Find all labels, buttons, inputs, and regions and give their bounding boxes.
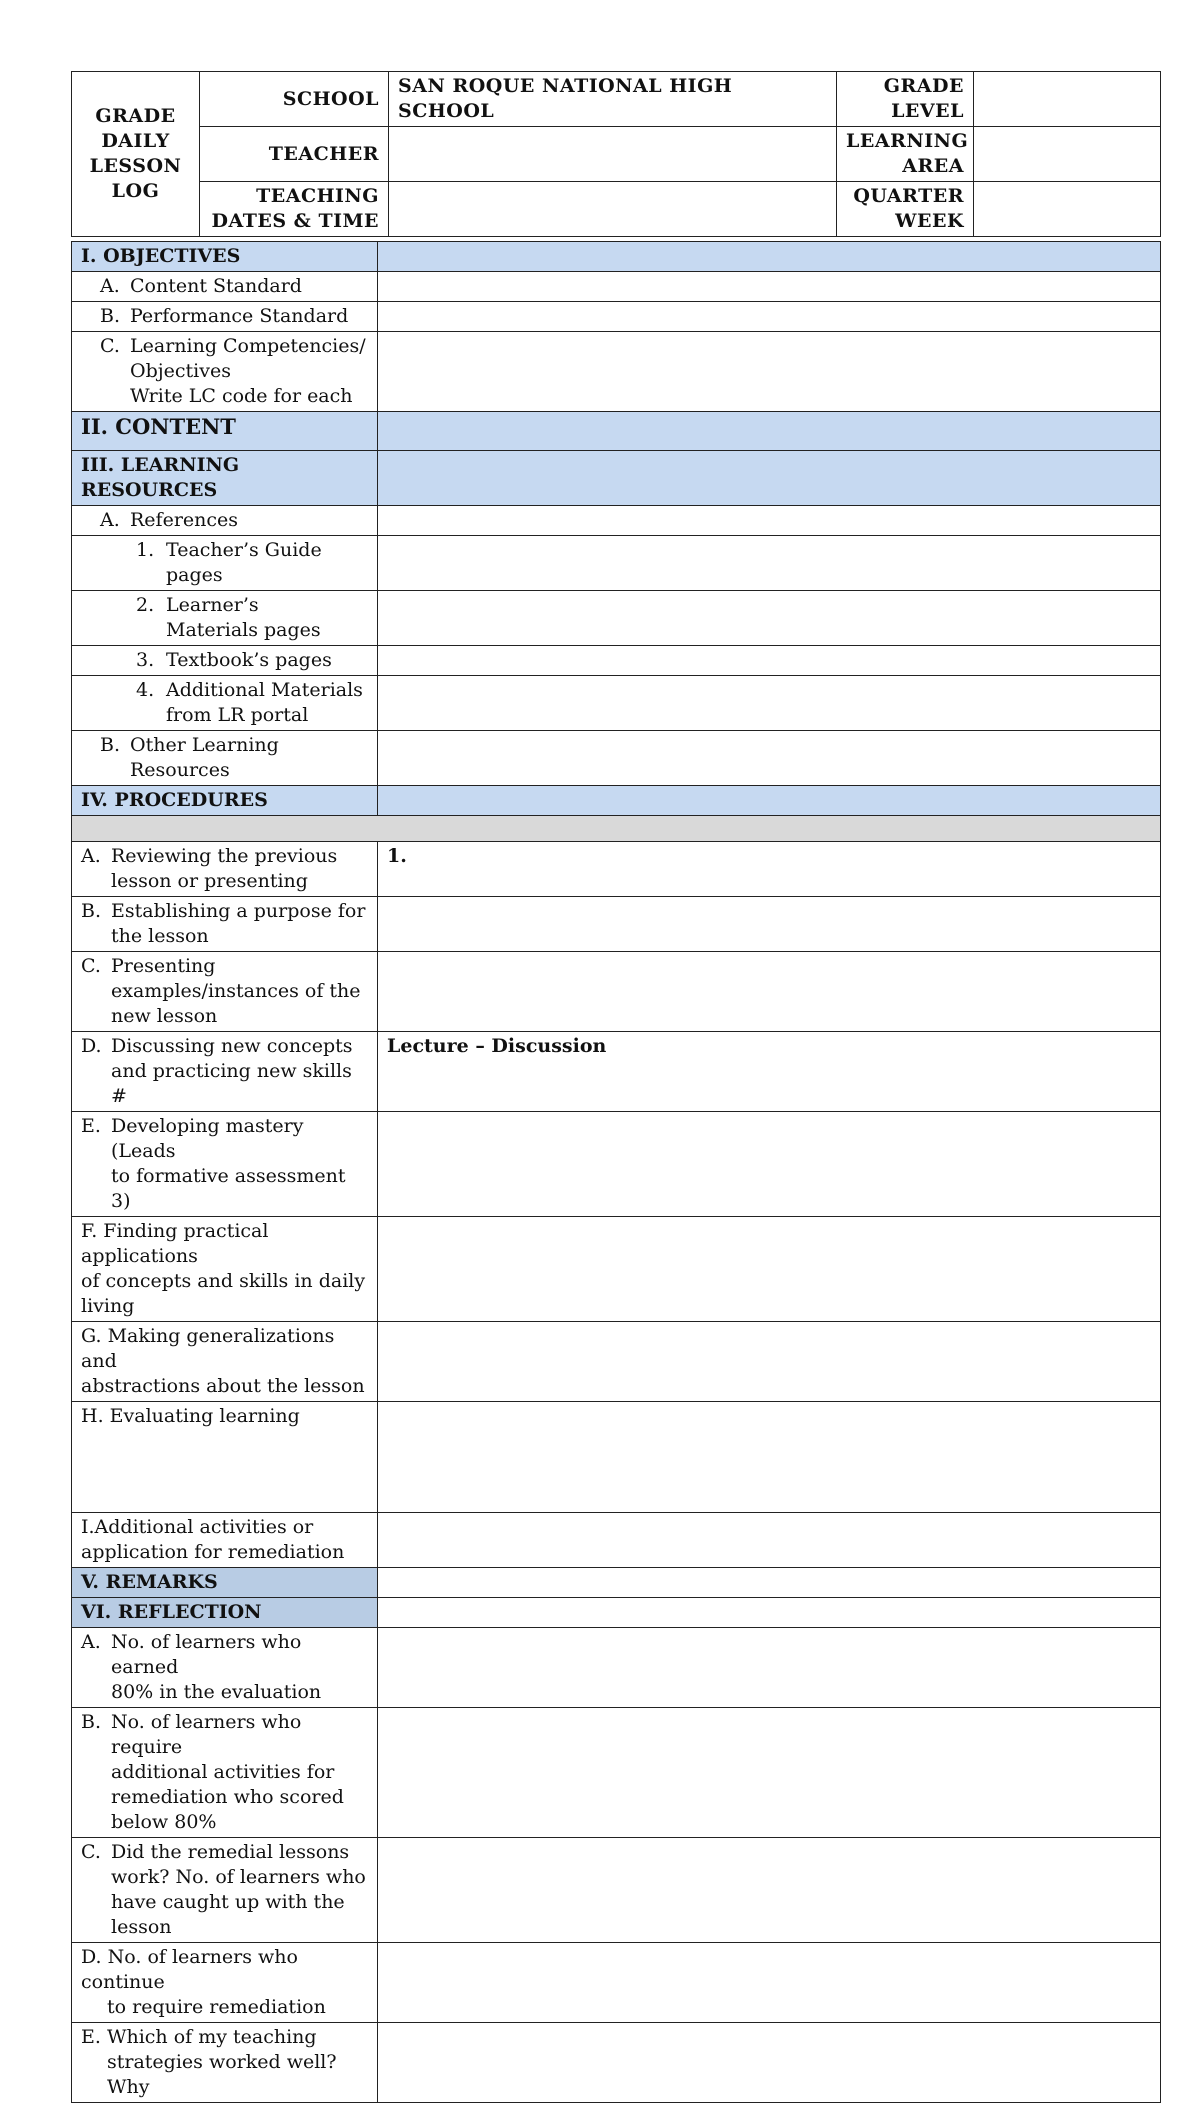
additional-materials-value[interactable] bbox=[378, 676, 1161, 731]
reflection-d-value[interactable] bbox=[378, 1943, 1161, 2023]
main-table bbox=[71, 241, 1161, 2103]
procedure-b-value[interactable] bbox=[378, 897, 1161, 952]
procedure-b: B. Establishing a purpose for the lesson bbox=[72, 897, 378, 952]
school-label: SCHOOL bbox=[200, 72, 389, 127]
reflection-a-value[interactable] bbox=[378, 1628, 1161, 1708]
objective-performance-standard: B. Performance Standard bbox=[72, 302, 378, 332]
resource-teachers-guide: 1. Teacher’s Guide pages bbox=[72, 536, 378, 591]
procedure-g: G. Making generalizations and abstractions about the lesson bbox=[72, 1322, 378, 1402]
dates-value[interactable] bbox=[389, 182, 837, 237]
textbooks-value[interactable] bbox=[378, 646, 1161, 676]
resource-additional-materials: 4. Additional Materials from LR portal bbox=[72, 676, 378, 731]
section-content-cell[interactable] bbox=[378, 412, 1161, 451]
procedure-a: A. Reviewing the previous lesson or presenting bbox=[72, 842, 378, 897]
reflection-e-value[interactable] bbox=[378, 2023, 1161, 2103]
reflection-c-value[interactable] bbox=[378, 1838, 1161, 1943]
references-value[interactable] bbox=[378, 506, 1161, 536]
performance-standard-value[interactable] bbox=[378, 302, 1161, 332]
school-value[interactable]: SAN ROQUE NATIONAL HIGH SCHOOL bbox=[389, 72, 837, 127]
teachers-guide-value[interactable] bbox=[378, 536, 1161, 591]
quarter-value[interactable] bbox=[974, 182, 1161, 237]
procedure-e: E. Developing mastery (Leads to formative assessment 3) bbox=[72, 1112, 378, 1217]
procedures-gray-band bbox=[72, 816, 1161, 842]
remarks-value[interactable] bbox=[378, 1568, 1161, 1598]
reflection-c: C. Did the remedial lessons work? No. of learners who have caught up with the lesson bbox=[72, 1838, 378, 1943]
section-resources-cell bbox=[378, 451, 1161, 506]
reflection-d: D. No. of learners who continue to require remediation bbox=[72, 1943, 378, 2023]
procedure-c-value[interactable] bbox=[378, 952, 1161, 1032]
quarter-label: QUARTER WEEK bbox=[837, 182, 974, 237]
section-objectives-cell bbox=[378, 242, 1161, 272]
content-standard-value[interactable] bbox=[378, 272, 1161, 302]
resource-other: B. Other Learning Resources bbox=[72, 731, 378, 786]
procedure-f: F. Finding practical applications of concepts and skills in daily living bbox=[72, 1217, 378, 1322]
doc-title: GRADE DAILY LESSON LOG bbox=[72, 72, 200, 237]
procedure-h-value[interactable] bbox=[378, 1402, 1161, 1513]
reflection-a: A. No. of learners who earned 80% in the evaluation bbox=[72, 1628, 378, 1708]
resource-references: A. References bbox=[72, 506, 378, 536]
dates-label: TEACHING DATES & TIME bbox=[200, 182, 389, 237]
grade-level-value[interactable] bbox=[974, 72, 1161, 127]
procedure-a-value[interactable]: 1. bbox=[378, 842, 1161, 897]
procedure-i-value[interactable] bbox=[378, 1513, 1161, 1568]
learners-materials-value[interactable] bbox=[378, 591, 1161, 646]
learning-area-label: LEARNING AREA bbox=[837, 127, 974, 182]
section-objectives-title: I. OBJECTIVES bbox=[72, 242, 378, 272]
lesson-log-sheet bbox=[71, 71, 1160, 2103]
resource-learners-materials: 2. Learner’s Materials pages bbox=[72, 591, 378, 646]
resource-textbooks: 3. Textbook’s pages bbox=[72, 646, 378, 676]
objective-content-standard: A. Content Standard bbox=[72, 272, 378, 302]
procedure-i: I.Additional activities or application for remediation bbox=[72, 1513, 378, 1568]
section-procedures-title: IV. PROCEDURES bbox=[72, 786, 378, 816]
section-content-title: II. CONTENT bbox=[72, 412, 378, 451]
objective-learning-competencies: C. Learning Competencies/ Objectives Write LC code for each bbox=[72, 332, 378, 412]
other-resources-value[interactable] bbox=[378, 731, 1161, 786]
reflection-b-value[interactable] bbox=[378, 1708, 1161, 1838]
procedure-d-value[interactable]: Lecture – Discussion bbox=[378, 1032, 1161, 1112]
section-reflection-title: VI. REFLECTION bbox=[72, 1598, 378, 1628]
grade-level-label: GRADE LEVEL bbox=[837, 72, 974, 127]
teacher-value[interactable] bbox=[389, 127, 837, 182]
section-remarks-title: V. REMARKS bbox=[72, 1568, 378, 1598]
procedure-g-value[interactable] bbox=[378, 1322, 1161, 1402]
reflection-b: B. No. of learners who require additional activities for remediation who scored below 80% bbox=[72, 1708, 378, 1838]
learning-competencies-value[interactable] bbox=[378, 332, 1161, 412]
section-procedures-cell bbox=[378, 786, 1161, 816]
procedure-e-value[interactable] bbox=[378, 1112, 1161, 1217]
teacher-label: TEACHER bbox=[200, 127, 389, 182]
reflection-e: E. Which of my teaching strategies worked well? Why bbox=[72, 2023, 378, 2103]
procedure-c: C. Presenting examples/instances of the new lesson bbox=[72, 952, 378, 1032]
reflection-value[interactable] bbox=[378, 1598, 1161, 1628]
learning-area-value[interactable] bbox=[974, 127, 1161, 182]
section-resources-title: III. LEARNING RESOURCES bbox=[72, 451, 378, 506]
header-table bbox=[71, 71, 1161, 237]
procedure-f-value[interactable] bbox=[378, 1217, 1161, 1322]
procedure-h: H. Evaluating learning bbox=[72, 1402, 378, 1513]
procedure-d: D. Discussing new concepts and practicing new skills # bbox=[72, 1032, 378, 1112]
